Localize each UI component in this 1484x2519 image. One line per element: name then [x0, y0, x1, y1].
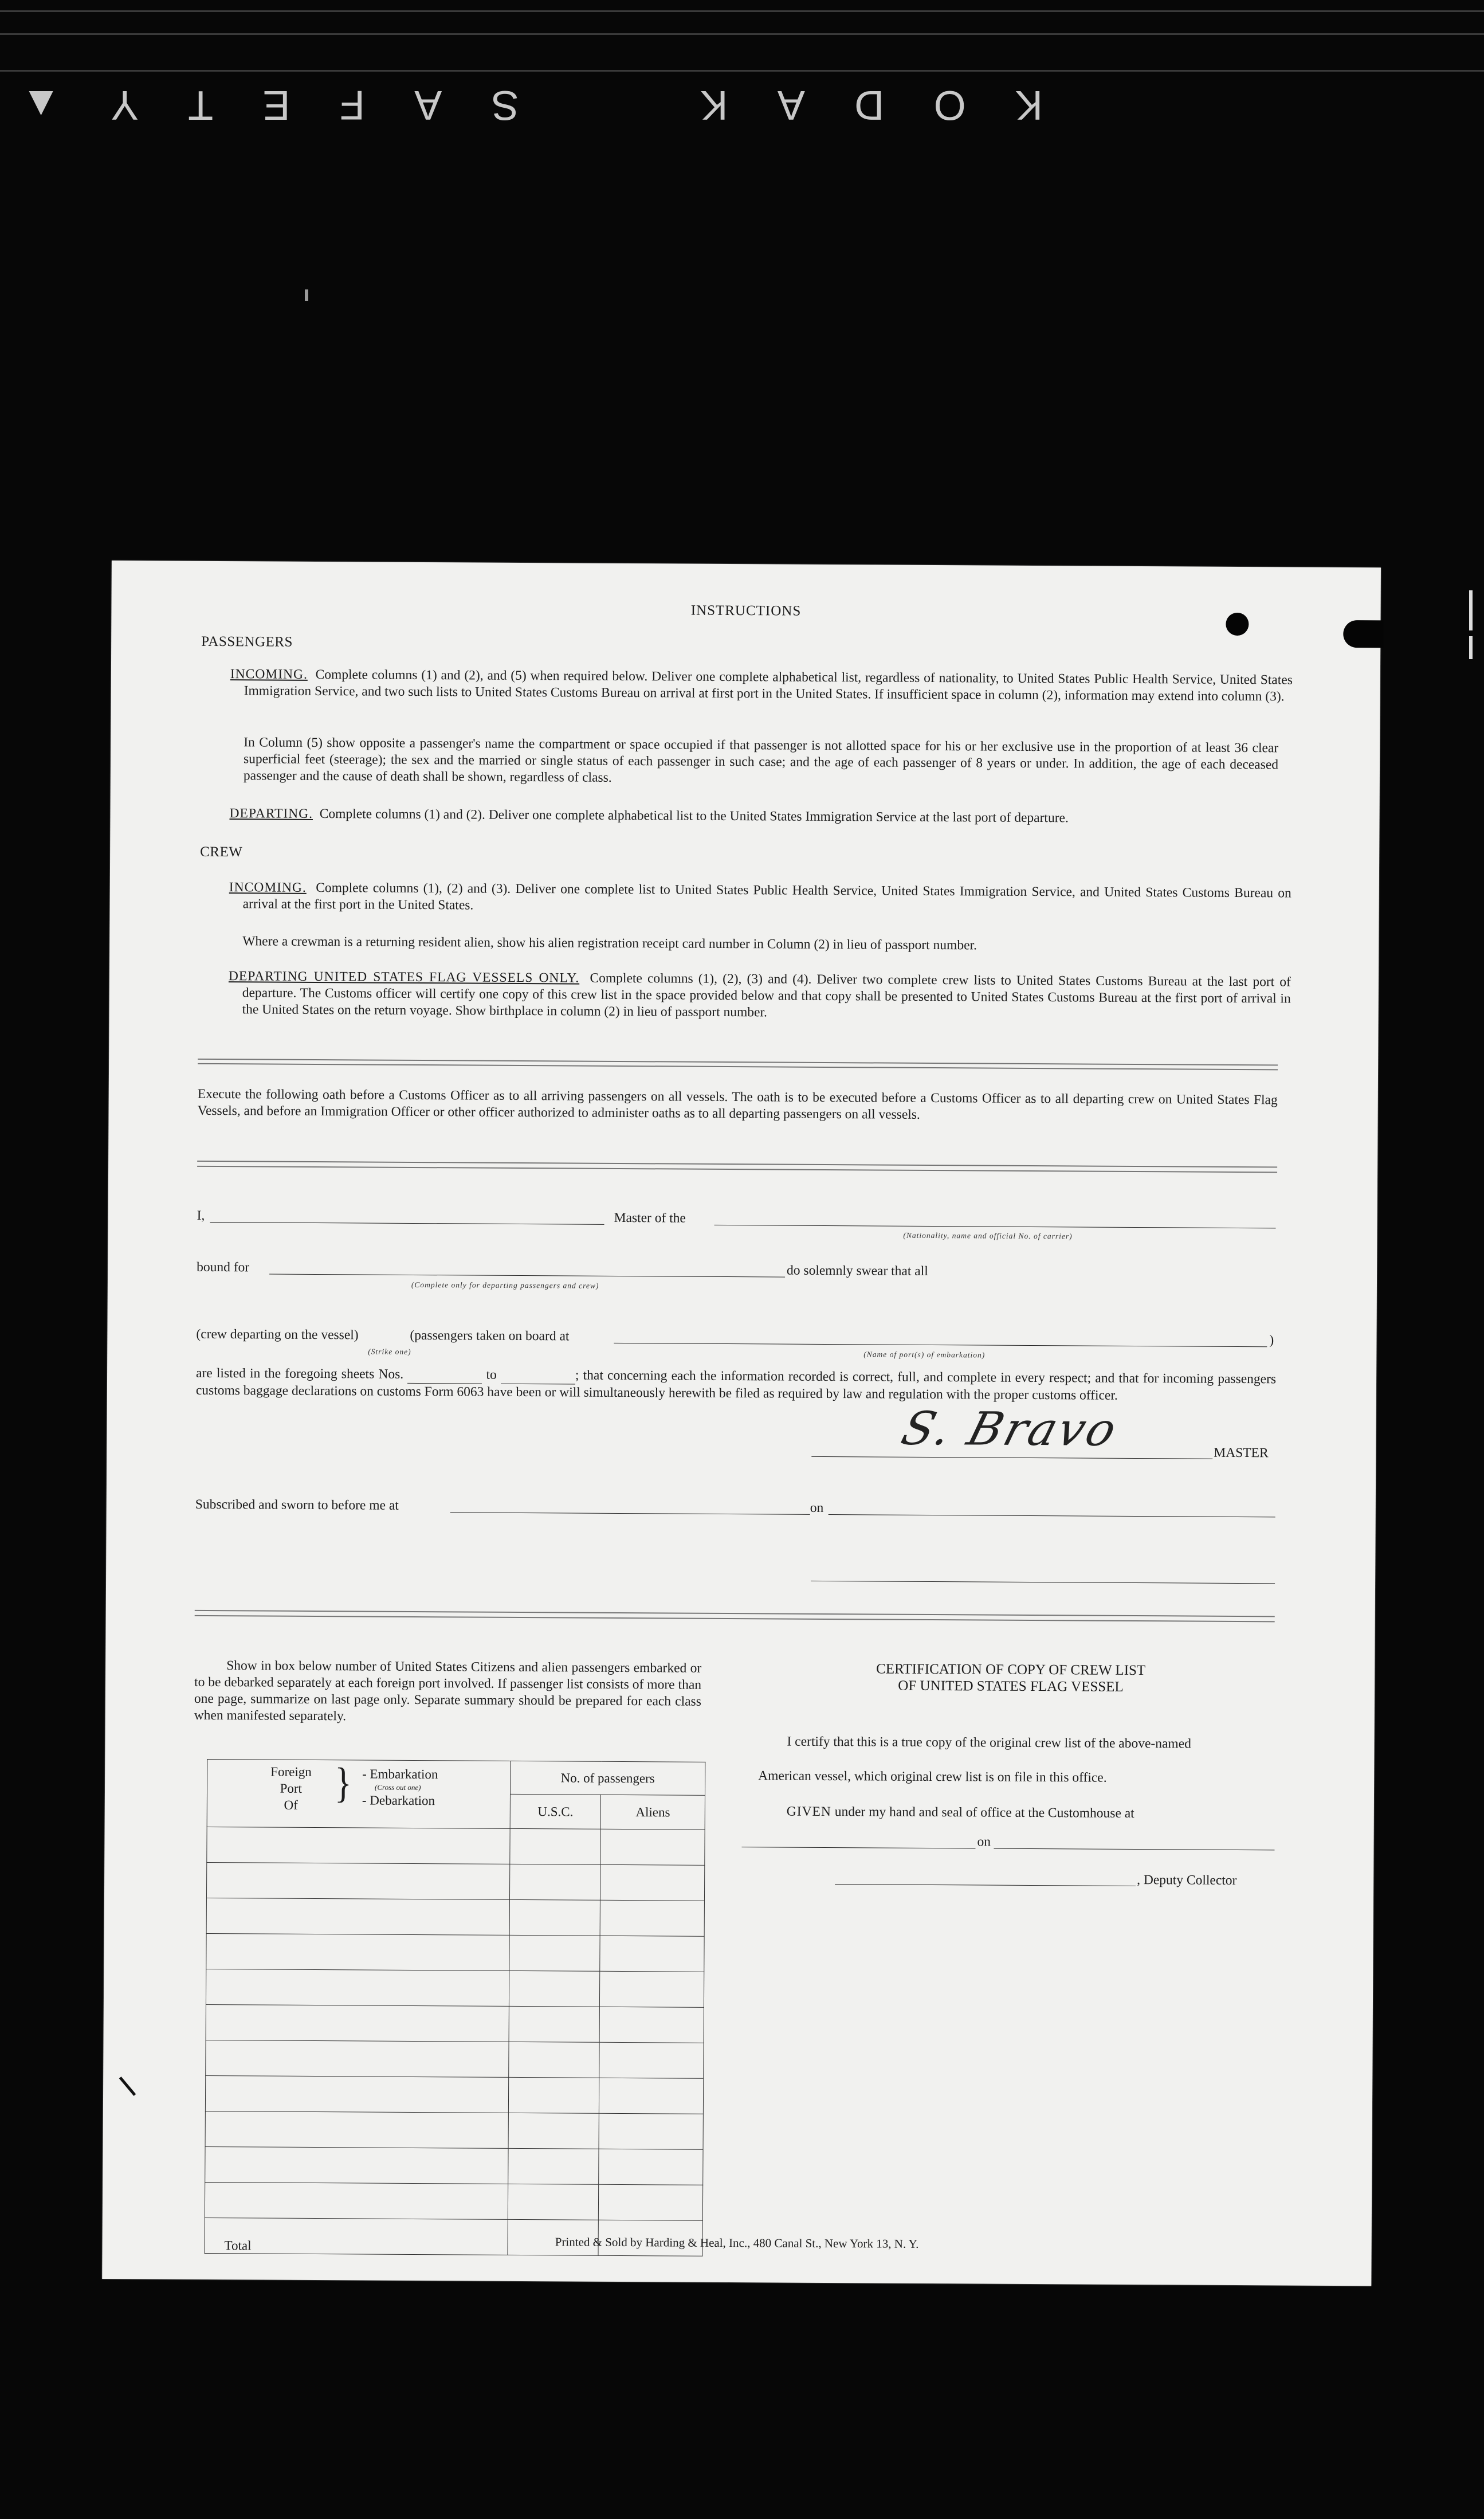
close-paren: )	[1269, 1333, 1274, 1348]
table-row	[206, 1898, 704, 1936]
certification-title-line1: CERTIFICATION OF COPY OF CREW LIST	[876, 1661, 1146, 1679]
usc-cell[interactable]	[509, 2006, 600, 2042]
banner-letter: S	[488, 82, 519, 128]
table-row	[205, 2146, 703, 2185]
page-notch	[1343, 620, 1383, 648]
aliens-cell[interactable]	[599, 2078, 704, 2114]
usc-cell[interactable]	[509, 1899, 600, 1936]
banner-letter: F	[336, 82, 365, 128]
banner-letter: T	[184, 82, 214, 128]
given-rest: under my hand and seal of office at the Customhouse at	[834, 1804, 1134, 1821]
certification-on-label: on	[977, 1834, 991, 1850]
passengers-departing-label: DEPARTING.	[229, 806, 313, 821]
table-row	[205, 2111, 703, 2149]
passengers-incoming-text: Complete columns (1) and (2), and (5) when required below. Deliver one complete alphabetical list, regardless of nationality, to United States Public Health Service, United States Immigration Service, and two such lists to United States Customs Bureau on arrival at first port in the United States. If insufficient space in column (2), information may extend into column (3).	[244, 667, 1293, 704]
port-cell[interactable]	[206, 2040, 509, 2077]
port-cell[interactable]	[205, 2075, 508, 2113]
usc-cell[interactable]	[508, 2184, 599, 2220]
deputy-collector-label: , Deputy Collector	[1137, 1872, 1237, 1889]
film-edge-line	[0, 33, 1484, 35]
crew-heading: CREW	[200, 844, 243, 860]
page-title: INSTRUCTIONS	[690, 602, 802, 619]
customhouse-field[interactable]	[741, 1847, 975, 1848]
port-cell[interactable]	[206, 1969, 509, 2006]
port-cell[interactable]	[206, 1862, 509, 1899]
aliens-cell[interactable]	[599, 2149, 703, 2185]
table-row	[205, 2182, 702, 2220]
sheet-from-field[interactable]	[407, 1366, 482, 1384]
bound-for-label: bound for	[197, 1259, 250, 1275]
solemnly-swear-label: do solemnly swear that all	[787, 1263, 928, 1279]
port-cell[interactable]	[207, 1827, 510, 1864]
crew-departing-paragraph	[229, 968, 1291, 1024]
port-cell[interactable]	[205, 2182, 508, 2219]
no-of-passengers-header: No. of passengers	[510, 1761, 705, 1795]
crew-departing-label: DEPARTING UNITED STATES FLAG VESSELS ONLY.	[228, 969, 580, 986]
embarkation-label: - Embarkation	[362, 1766, 438, 1782]
sworn-place-field[interactable]	[450, 1512, 810, 1515]
cross-out-caption: (Cross out one)	[375, 1783, 421, 1792]
passengers-heading: PASSENGERS	[201, 633, 293, 650]
usc-cell[interactable]	[510, 1828, 601, 1864]
aliens-header: Aliens	[600, 1795, 705, 1829]
crew-incoming-paragraph	[229, 879, 1291, 918]
table-row	[206, 1969, 704, 2007]
crew-incoming-label: INCOMING.	[229, 880, 307, 895]
aliens-cell[interactable]	[600, 1864, 705, 1901]
usc-cell[interactable]	[508, 2113, 599, 2149]
film-banner	[17, 79, 1043, 131]
passengers-incoming-label: INCOMING.	[230, 667, 308, 682]
dust-speck	[305, 289, 308, 301]
port-caption: (Name of port(s) of embarkation)	[863, 1350, 986, 1360]
foreign-label: Foreign	[270, 1764, 312, 1779]
oath-intro-paragraph: Execute the following oath before a Customs Officer as to all arriving passengers on all vessels. The oath is to be executed before a Customs Officer as to all departing crew on United States Flag Vessels, and before an Immigration Officer or other officer authorized to administer oaths as to all departing passengers on all vessels.	[197, 1086, 1278, 1122]
aliens-cell[interactable]	[599, 2184, 703, 2220]
port-cell[interactable]	[206, 2004, 509, 2042]
certification-line1: I certify that this is a true copy of the original crew list of the above-named	[787, 1734, 1191, 1752]
port-cell[interactable]	[205, 2111, 508, 2148]
usc-cell[interactable]	[509, 2042, 600, 2078]
oath-i-label: I,	[197, 1208, 205, 1223]
film-mark	[1469, 590, 1473, 630]
aliens-cell[interactable]	[600, 1936, 704, 1972]
banner-letter: Y	[107, 82, 139, 128]
passengers-departing-text: Complete columns (1) and (2). Deliver one complete alphabetical list to the United States Immigration Service at the last port of departure.	[319, 806, 1069, 826]
usc-cell[interactable]	[509, 1970, 600, 2007]
master-label: MASTER	[1214, 1445, 1269, 1461]
subscribed-label: Subscribed and sworn to before me at	[195, 1496, 399, 1513]
oath-listed-paragraph	[196, 1365, 1276, 1405]
certification-title-line2: OF UNITED STATES FLAG VESSEL	[898, 1678, 1124, 1695]
banner-letter: E	[259, 82, 290, 128]
crew-departing-text: Complete columns (1), (2), (3) and (4). Deliver two complete crew lists to United States Customs Bureau at the last port of departure. The Customs officer will certify one copy of this crew list in the space provided below and that copy shall be presented to United States Customs Bureau at the first port of arrival in the United States on the return voyage. Show birthplace in column (2) in lieu of passport number.	[242, 970, 1291, 1020]
banner-letter: K	[697, 82, 728, 128]
banner-letter: K	[1011, 82, 1043, 128]
film-edge-line	[0, 10, 1484, 12]
strike-one-caption: (Strike one)	[368, 1347, 411, 1356]
given-word: GIVEN	[786, 1804, 831, 1820]
table-row	[206, 1933, 704, 1972]
table-row	[206, 1862, 704, 1901]
aliens-cell[interactable]	[599, 2042, 704, 2078]
printer-footer: Printed & Sold by Harding & Heal, Inc., 480 Canal St., New York 13, N. Y.	[555, 2235, 919, 2251]
usc-cell[interactable]	[508, 2077, 599, 2113]
sworn-date-field[interactable]	[829, 1514, 1275, 1517]
table-row	[205, 2075, 703, 2114]
triangle-icon: ▲	[17, 82, 62, 128]
certification-given-line	[787, 1804, 1134, 1822]
nationality-caption: (Nationality, name and official No. of carrier)	[903, 1231, 1073, 1241]
brace-icon: }	[334, 1760, 352, 1807]
passengers-taken-option: (passengers taken on board at	[410, 1327, 570, 1344]
banner-letter: D	[851, 82, 885, 128]
of-label: Of	[284, 1797, 298, 1812]
master-signature-line	[811, 1456, 1212, 1459]
total-label: Total	[205, 2218, 508, 2255]
aliens-cell[interactable]	[600, 1900, 704, 1936]
aliens-cell[interactable]	[600, 1971, 704, 2007]
listed-rest: ; that concerning each the information recorded is correct, full, and complete in every respect; and that for incoming passengers customs baggage declarations on customs Form 6063 have been or will simultaneously herewith be filed as required by law and regulation with the proper customs officer.	[195, 1368, 1277, 1403]
foreign-port-header	[207, 1759, 511, 1828]
table-row	[206, 2004, 704, 2043]
summary-instructions: Show in box below number of United States Citizens and alien passengers embarked or to be debarked separately at each foreign port involved. If passenger list consists of more than one page, summarize on last page only. Separate summary should be prepared for each class when manifested separately.	[194, 1658, 702, 1724]
certification-line2: American vessel, which original crew list is on file in this office.	[758, 1768, 1107, 1785]
aliens-cell[interactable]	[600, 1829, 705, 1865]
aliens-cell[interactable]	[599, 2007, 704, 2043]
bound-for-field[interactable]	[269, 1274, 785, 1278]
film-edge-line	[0, 70, 1484, 72]
aliens-cell[interactable]	[599, 2113, 703, 2149]
debarkation-label: - Debarkation	[362, 1793, 435, 1808]
usc-header: U.S.C.	[510, 1794, 601, 1829]
port-cell[interactable]	[205, 2146, 508, 2184]
document-page	[102, 561, 1381, 2286]
port-cell[interactable]	[206, 1898, 509, 1935]
master-signature: S. Bravo	[896, 1401, 1125, 1456]
embarkation-port-field[interactable]	[614, 1343, 1267, 1347]
sworn-on-label: on	[810, 1500, 824, 1515]
port-cell[interactable]	[206, 1933, 509, 1970]
banner-letter: A	[411, 82, 442, 128]
to-label: to	[486, 1367, 497, 1382]
passengers-departing-paragraph	[229, 805, 1283, 828]
carrier-field[interactable]	[714, 1225, 1276, 1228]
table-row	[206, 2040, 704, 2078]
usc-cell[interactable]	[509, 1864, 600, 1900]
officer-signature-field[interactable]	[811, 1581, 1275, 1584]
crew-departing-option: (crew departing on the vessel)	[196, 1326, 359, 1343]
port-label: Port	[280, 1781, 303, 1796]
certification-date-field[interactable]	[994, 1848, 1274, 1851]
sheet-to-field[interactable]	[501, 1367, 575, 1385]
passengers-incoming-paragraph	[230, 666, 1293, 705]
banner-letter: A	[774, 82, 805, 128]
table-row	[207, 1827, 705, 1865]
bound-for-caption: (Complete only for departing passengers and crew)	[411, 1280, 599, 1290]
banner-letter: O	[930, 82, 966, 128]
listed-prefix: are listed in the foregoing sheets Nos.	[196, 1365, 404, 1382]
passenger-summary-table	[205, 1759, 706, 2256]
deputy-collector-signature-field[interactable]	[835, 1884, 1136, 1886]
passengers-column5-paragraph: In Column (5) show opposite a passenger's name the compartment or space occupied if that passenger is not allotted space for his or her exclusive use in the proportion of at least 36 clear superficial feet (steerage); the sex and the married or single status of each passenger in such case; and the age of each passenger of 8 years or under. In addition, the age of each deceased passenger and the cause of death shall be shown, regardless of class.	[243, 735, 1279, 785]
usc-cell[interactable]	[509, 1935, 600, 1971]
master-name-field[interactable]	[210, 1222, 604, 1225]
film-mark	[1469, 636, 1473, 659]
usc-cell[interactable]	[508, 2148, 599, 2184]
crew-resident-paragraph: Where a crewman is a returning resident alien, show his alien registration receipt card number in Column (2) in lieu of passport number.	[242, 934, 977, 953]
crew-incoming-text: Complete columns (1), (2) and (3). Deliver one complete list to United States Public Health Service, United States Immigration Service, and United States Customs Bureau on arrival at the first port in the United States.	[242, 880, 1291, 913]
master-of-the-label: Master of the	[614, 1210, 686, 1226]
